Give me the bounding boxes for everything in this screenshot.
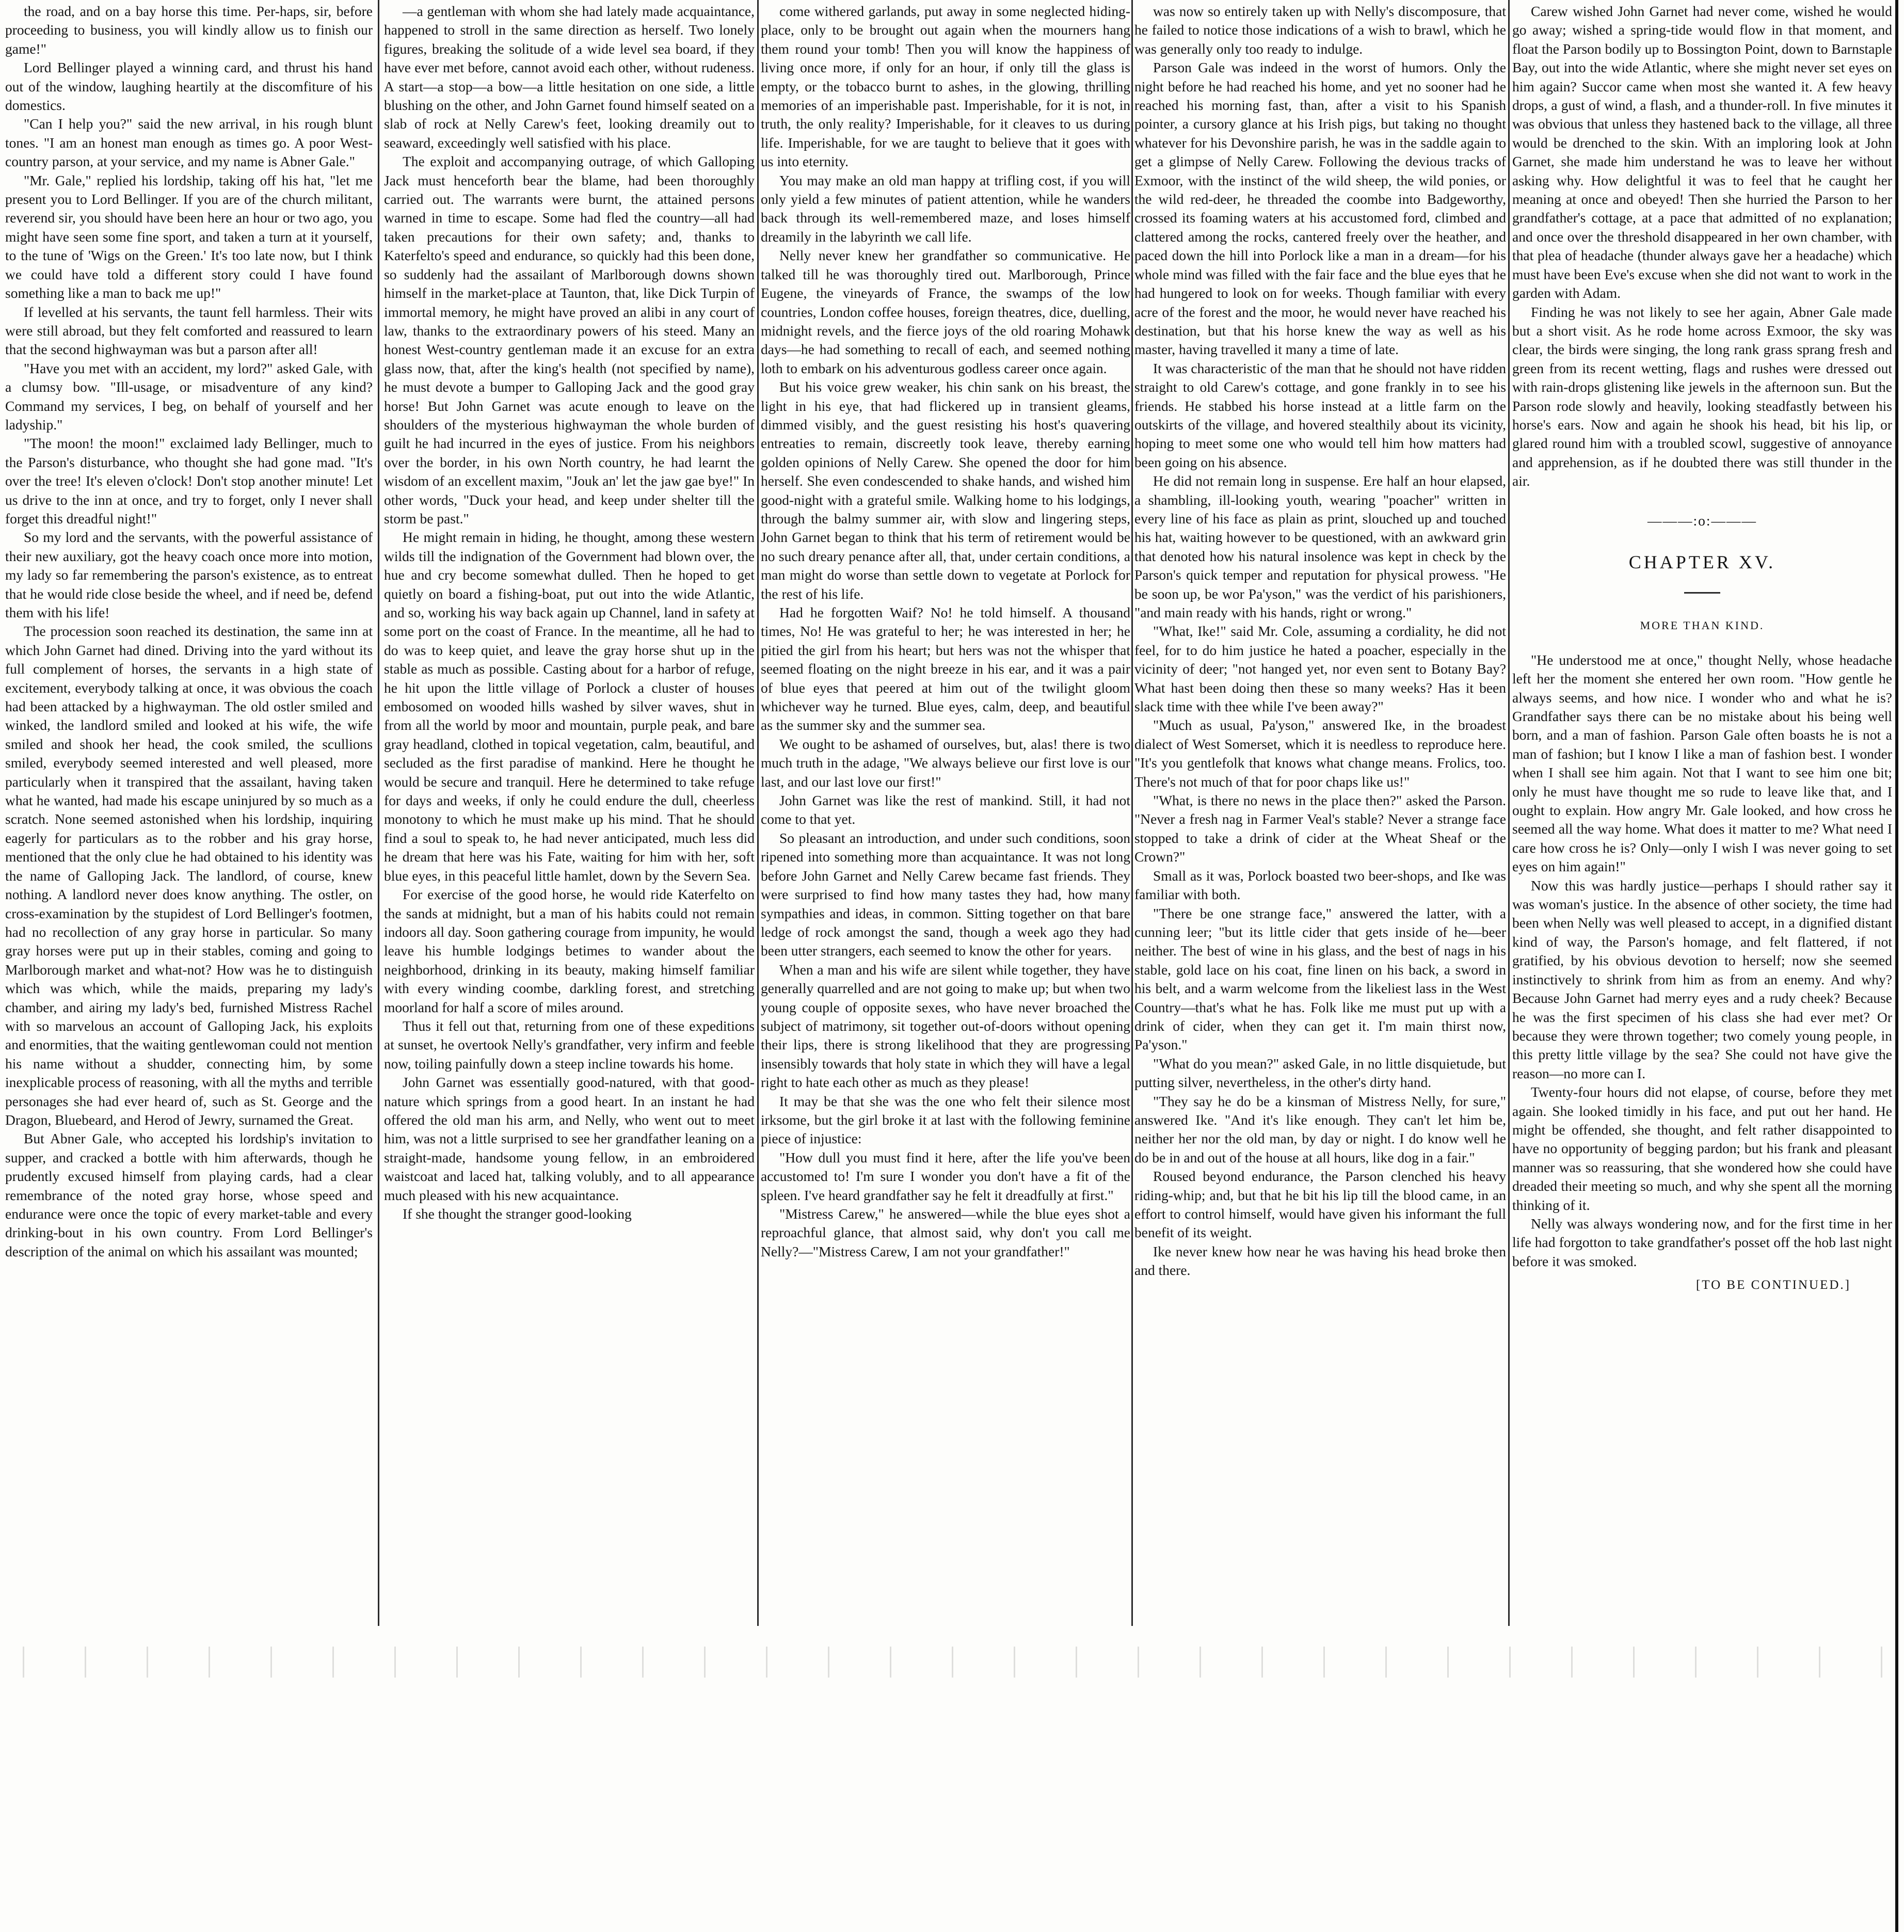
paragraph: "They say he do be a kinsman of Mistress Nelly, for sure," answered Ike. "And it's like enough. They can't let him be, neither her nor the old man, by day or night. I do know well he do be in and out of the house at all hours, like dog in a fair." (1134, 1093, 1506, 1165)
paragraph: He might remain in hiding, he thought, among these western wilds till the indignation of the Government had blown over, the hue and cry become somewhat dulled. Then he hoped to get quietly on board a fishing-boat, put out into the wide Atlantic, and so, working his way back again up Channel, land in safety at some port on the coast of France. In the meantime, all he had to do was to keep quiet, and leave the gray horse shut up in the stable as much as possible. Casting about for a harbor of refuge, he hit upon the little village of Porlock a cluster of houses embosomed on wooded hills washed by silver waves, shut in from all the world by moor and mountain, purple peak, and bare gray headland, clothed in topical vegetation, calm, beautiful, and secluded as the first paradise of mankind. Here he thought he would be secure and tranquil. Here he determined to take refuge for days and weeks, if only he could endure the dull, cheerless monotony to which he must make up his mind. That he should find a soul to speak to, he had never anticipated, much less did he dream that here was his Fate, waiting for him with her, soft blue eyes, in this peaceful little hamlet, down by the Severn Sea. (384, 529, 755, 884)
section-separator: ———:o:——— (1647, 512, 1757, 529)
paragraph: Roused beyond endurance, the Parson clenched his heavy riding-whip; and, but that he bit his lip till the blood came, in an effort to control himself, would have given his informant the full benefit of its weight. (1134, 1168, 1506, 1241)
paragraph: Small as it was, Porlock boasted two beer-shops, and Ike was familiar with both. (1134, 867, 1506, 903)
paragraph: But his voice grew weaker, his chin sank on his breast, the light in his eye, that had flickered up in transient gleams, dimmed visibly, and the guest resisting his host's quavering entreaties to remain, discreetly took leave, thereby earning golden opinions of Nelly Carew. She opened the door for him herself. She even condescended to shake hands, and wished him good-night with a grateful smile. Walking home to his lodgings, through the balmy summer air, with slow and lingering steps, John Garnet began to think that his term of retirement would be no such dreary penance after all, that, under certain conditions, a man might do worse than settle down to vegetate at Porlock for the rest of his life. (761, 379, 1130, 602)
paragraph: Now this was hardly justice—perhaps I should rather say it was woman's justice. In the absence of other society, the time had been when Nelly was well pleased to accept, in a dignified distant kind of way, the Parson's homage, and felt flattered, if not gratified, by his obvious devotion to herself; now she seemed instinctively to shrink from him as from an enemy. And why? Because John Garnet had merry eyes and a rudy cheek? Because he was the first specimen of his class she had ever met? Or because they were thrown together; two comely young people, in this pretty little village by the sea? She could not have give the reason—no more can I. (1512, 877, 1892, 1081)
paragraph: "He understood me at once," thought Nelly, whose headache left her the moment she entered her own room. "How gentle he always seems, and how nice. I wonder who and what he is? Grandfather says there can be no mistake about his being well born, and a man of fashion. Parson Gale often boasts he is not a man of fashion; but I know I like a man of fashion best. I wonder when I shall see him again. Not that I want to see him one bit; only he must have thought me so rude to leave like that, and I ought to explain. How angry Mr. Gale looked, and how cross he seemed all the way home. What does it matter to me? What need I care how cross he is? Only—only I wish I was never going to set eyes on him again!" (1512, 651, 1892, 875)
paragraph: "The moon! the moon!" exclaimed lady Bellinger, much to the Parson's disturbance, who thought she had gone mad. "It's over the tree! It's eleven o'clock! Don't stop another minute! Let us drive to the inn at once, and try to forget, only I never shall forget this dreadful night!" (5, 435, 373, 526)
paragraph: Nelly never knew her grandfather so communicative. He talked till he was thoroughly tired out. Marlborough, Prince Eugene, the vineyards of France, the swamps of the low countries, London coffee houses, foreign theatres, dice, duelling, midnight revels, and the fierce joys of the old roaring Mohawk days—he had something to recall of each, and seemed nothing loth to embark on his adventurous godless career once again. (761, 247, 1130, 376)
paragraph: He did not remain long in suspense. Ere half an hour elapsed, a shambling, ill-looking youth, wearing "poacher" written in every line of his face as plain as print, slouched up and touched his hat, waiting however to be questioned, with an awkward grin that denoted how his natural insolence was kept in check by the Parson's quick temper and reputation for physical prowess. "He be soon up, be wor Pa'yson," was the verdict of his parishioners, "and main ready with his hands, right or wrong." (1134, 473, 1506, 620)
paragraph: Thus it fell out that, returning from one of these expeditions at sunset, he overtook Nelly's grandfather, very infirm and feeble now, toiling painfully down a steep incline towards his home. (384, 1017, 755, 1072)
column-3 (761, 2, 1130, 1643)
paragraph: Twenty-four hours did not elapse, of course, before they met again. She looked timidly in his face, and put out her hand. He might be offended, she thought, and felt rather disappointed to have no opportunity of begging pardon; but his frank and pleasant manner was so reassuring, that she wondered how she could have dreaded their meeting so much, and why she spent all the morning thinking of it. (1512, 1084, 1892, 1213)
paragraph: "Have you met with an accident, my lord?" asked Gale, with a clumsy bow. "Ill-usage, or misadventure of any kind? Command my services, I beg, on behalf of yourself and her ladyship." (5, 360, 373, 433)
paragraph: The procession soon reached its destination, the same inn at which John Garnet had dined. Driving into the yard without its full complement of horses, the servants in a high state of excitement, everybody talking at once, it was obvious the coach had been attacked by a highwayman. The old ostler smiled and winked, the landlord smiled and looked at his wife, the wife smiled and shook her head, the cook smiled, the scullions smiled, everybody seemed interested and well pleased, more particularly when it transpired that the assailant, having taken what he wanted, had made his escape uninjured by so much as a scratch. None seemed astonished when his lordship, inquiring eagerly for particulars as to the robber and his gray horse, mentioned that the only clue he had obtained to his identity was the name of Galloping Jack. The landlord, of course, knew nothing. A landlord never does know anything. The ostler, on cross-examination by the stupidest of Lord Bellinger's footmen, had no recollection of any gray horse in particular. So many gray horses were put up in their stables, coming and going to Marlborough market and what-not? How was he to distinguish which was which, while the maids, preparing my lady's chamber, and airing my lady's bed, furnished Mistress Rachel with so marvelous an account of Galloping Jack, his exploits and enormities, that the waiting gentlewoman could not mention his name without a shudder, connecting him, by some inexplicable process of reasoning, with all the myths and terrible personages she had ever heard of, such as St. George and the Dragon, Bluebeard, and Herod of Jewry, surnamed the Great. (5, 623, 373, 1128)
paragraph: "How dull you must find it here, after the life you've been accustomed to! I'm sure I wonder you don't have a fit of the spleen. I've heard grandfather say he felt it dreadfully at first." (761, 1149, 1130, 1203)
column-4 (1134, 2, 1506, 1643)
paragraph: We ought to be ashamed of ourselves, but, alas! there is two much truth in the adage, "We always believe our first love is our last, and our last love our first!" (761, 736, 1130, 790)
paragraph: the road, and on a bay horse this time. Per-haps, sir, before proceeding to business, you will kindly allow us to finish our game!" (5, 3, 373, 57)
column-rule (1131, 0, 1133, 1626)
paragraph: If levelled at his servants, the taunt fell harmless. Their wits were still abroad, but they felt comforted and reassured to learn that the second highwayman was but a parson after all! (5, 304, 373, 358)
paragraph: "There be one strange face," answered the latter, with a cunning leer; "but its little cider that gets inside of he—beer neither. The best of wine in his glass, and the best of nags in his stable, gold lace on his coat, fine linen on his back, a sword in his belt, and a warm welcome from the likeliest lass in the West Country—that's what he has. Folk like me must put up with a drink of cider, when they can get it. I'm main thirst now, Pa'yson." (1134, 905, 1506, 1053)
heading-rule (1684, 592, 1720, 594)
paragraph: For exercise of the good horse, he would ride Katerfelto on the sands at midnight, but a man of his habits could not remain indoors all day. Soon gathering courage from impunity, he would leave his humble lodgings betimes to wander about the neighborhood, drinking in its beauty, making himself familiar with every winding coombe, darkling forest, and stretching moorland for half a score of miles around. (384, 886, 755, 1015)
paragraph: Had he forgotten Waif? No! he told himself. A thousand times, No! He was grateful to her; he was interested in her; he pitied the girl from his heart; but hers was not the whisper that seemed floating on the night breeze in his ear, and it was a pair of blue eyes that peered at him out of the twilight gloom whichever way he turned. Blue eyes, calm, deep, and beautiful as the summer sky and the summer sea. (761, 604, 1130, 733)
paragraph: "What, is there no news in the place then?" asked the Parson. "Never a fresh nag in Farmer Veal's stable? Never a strange face stopped to take a drink of cider at the Wheat Sheaf or the Crown?" (1134, 792, 1506, 865)
column-1 (5, 2, 373, 1643)
paragraph: Nelly was always wondering now, and for the first time in her life had forgotton to take grandfather's posset off the hob last night before it was smoked. (1512, 1215, 1892, 1269)
paragraph: John Garnet was essentially good-natured, with that good-nature which springs from a good heart. In an instant he had offered the old man his arm, and Nelly, who went out to meet him, was not a little surprised to see her grandfather leaning on a straight-made, handsome young fellow, in an embroidered waistcoat and laced hat, talking volubly, and to all appearance much pleased with his new acquaintance. (384, 1074, 755, 1203)
paragraph: —a gentleman with whom she had lately made acquaintance, happened to stroll in the same direction as herself. Two lonely figures, breaking the solitude of a wide level sea board, if they have ever met before, cannot avoid each other, without rudeness. A start—a stop—a bow—a little hesitation on one side, a little blushing on the other, and John Garnet found himself seated on a slab of rock at Nelly Carew's feet, looking dreamily out to seaward, exceedingly well satisfied with his place. (384, 3, 755, 151)
paragraph: "Mistress Carew," he answered—while the blue eyes shot a reproachful glance, that almost said, why don't you call me Nelly?—"Mistress Carew, I am not your grandfather!" (761, 1206, 1130, 1259)
paragraph: Parson Gale was indeed in the worst of humors. Only the night before he had reached his home, and yet no sooner had he reached his morning fast, than, after a visit to his Spanish pointer, a cursory glance at his Irish pigs, but taking no thought whatever for his Devonshire parish, he was in the saddle again to get a glimpse of Nelly Carew. Following the devious tracks of Exmoor, with the instinct of the wild sheep, the wild ponies, or the wild red-deer, he threaded the coombe into Badgeworthy, crossed its foaming waters at his accustomed ford, climbed and clattered among the rocks, cantered freely over the heather, and paced down the hill into Porlock like a man in a dream—for his whole mind was filled with the fair face and the blue eyes that he had hungered to look on for weeks. Though familiar with every acre of the forest and the moor, he would never have reached his destination, but that his horse knew the way as well as his master, having travelled it many a time of late. (1134, 59, 1506, 358)
column-5 (1512, 2, 1892, 1643)
paragraph: So my lord and the servants, with the powerful assistance of their new auxiliary, got the heavy coach once more into motion, my lady so far remembering the parson's existence, as to entreat that he would ride close beside the wheel, and if need be, defend them with his life! (5, 529, 373, 620)
paragraph: So pleasant an introduction, and under such conditions, soon ripened into something more than acquaintance. It was not long before John Garnet and Nelly Carew became fast friends. They were surprised to find how many tastes they had, how many sympathies and ideas, in common. Sitting together on that bare ledge of rock amongst the sand, though a week ago they had been utter strangers, each seemed to know the other for years. (761, 829, 1130, 959)
paragraph: Carew wished John Garnet had never come, wished he would go away; wished a spring-tide would flow in that moment, and float the Parson bodily up to Bossington Point, down to Barnstaple Bay, out into the wide Atlantic, where she might never set eyes on him again? Succor came when most she wanted it. A few heavy drops, a gust of wind, a flash, and a thunder-roll. In five minutes it was obvious that unless they hastened back to the village, all three would be drenched to the skin. With an imploring look at John Garnet, she made him understand he was to leave her without asking why. How delightful it was to feel that he caught her meaning at once and obeyed! Then she hurried the Parson to her grandfather's cottage, at a pace that admitted of no explanation; and once over the threshold disappeared in her own chamber, with that plea of headache (thunder always gave her a headache) which must have been Eve's excuse when she did not want to work in the garden with Adam. (1512, 3, 1892, 301)
column-2 (384, 2, 755, 1643)
paragraph: Ike never knew how near he was having his head broke then and there. (1134, 1243, 1506, 1279)
paragraph: If she thought the stranger good-looking (403, 1206, 632, 1222)
paragraph: "What do you mean?" asked Gale, in no little disquietude, but putting silver, nevertheless, in the other's dirty hand. (1134, 1055, 1506, 1091)
column-rule (1508, 0, 1510, 1626)
print-noise-strip (0, 1647, 1895, 1678)
paragraph: "Can I help you?" said the new arrival, in his rough blunt tones. "I am an honest man enough as times go. A poor West-country parson, at your service, and my name is Abner Gale." (5, 116, 373, 170)
paragraph: The exploit and accompanying outrage, of which Galloping Jack must henceforth bear the blame, had been thoroughly carried out. The warrants were burnt, the attained persons warned in time to escape. Some had fled the country—all had taken precautions for their own safety; and, thanks to Katerfelto's speed and endurance, so quickly had this been done, so suddenly had the assailant of Marlborough downs shown himself in the market-place at Taunton, that, like Dick Turpin of immortal memory, he might have proved an alibi in any court of law, thanks to the extraordinary powers of his steed. Many an honest West-country gentleman made it an excuse for an extra glass now, that, after the king's health (not specified by name), he must devote a bumper to Galloping Jack and the good gray horse! But John Garnet was acute enough to leave on the shoulders of the mysterious highwayman the whole burden of guilt he had incurred in the eyes of justice. From his neighbors over the border, in his own North country, he had learnt the wisdom of an excellent maxim, "Jouk an' let the jaw gae bye!" In other words, "Duck your head, and keep under shelter till the storm be past." (384, 153, 755, 526)
paragraph: When a man and his wife are silent while together, they have generally quarrelled and are not going to make up; but when two young couple of opposite sexes, who have never broached the subject of matrimony, sit together out-of-doors without opening their lips, there is strong likelihood that they are progressing insensibly towards that holy state in which they will have a legal right to hate each other as much as they please! (761, 961, 1130, 1091)
column-rule (378, 0, 379, 1626)
chapter-subtitle: MORE THAN KIND. (1640, 619, 1765, 632)
paragraph: Finding he was not likely to see her again, Abner Gale made but a short visit. As he rode home across Exmoor, the sky was clear, the birds were singing, the long rank grass sprang fresh and green from its recent wetting, flags and rushes were dressed out with rain-drops glistening like jewels in the afternoon sun. But the Parson rode slowly and heavily, looking steadfastly between his horse's ears. Now and again he shook his head, bit his lip, or glared round him with a troubled scowl, suggestive of annoyance and apprehension, as if he doubted there was still thunder in the air. (1512, 304, 1892, 489)
paragraph: It may be that she was the one who felt their silence most irksome, but the girl broke it at last with the following feminine piece of injustice: (761, 1093, 1130, 1147)
page-edge (1895, 0, 1898, 1932)
paragraph: come withered garlands, put away in some neglected hiding-place, only to be brought out again when the mourners hang them round your tomb! Then you will know the happiness of living once more, if only for an hour, if only till the glass is empty, or the tobacco burnt to ashes, in the glowing, thrilling memories of an imperishable past. Imperishable, for it is not, in truth, the only reality? Imperishable, for it cleaves to us during life. Imperishable, for we are taught to believe that it goes with us into eternity. (761, 3, 1130, 170)
paragraph: It was characteristic of the man that he should not have ridden straight to old Carew's cottage, and gone frankly in to see his friends. He stabbed his horse instead at a little farm on the outskirts of the village, and hovered stealthily about its vicinity, hoping to meet some one who would tell him how matters had been going on his absence. (1134, 360, 1506, 470)
paragraph: John Garnet was like the rest of mankind. Still, it had not come to that yet. (761, 792, 1130, 827)
paragraph: You may make an old man happy at trifling cost, if you will only yield a few minutes of patient attention, while he wanders back through its well-remembered maze, and loses himself dreamily in the labyrinth we call life. (761, 172, 1130, 245)
paragraph: was now so entirely taken up with Nelly's discomposure, that he failed to notice those indications of a wish to brawl, which he was generally only too ready to indulge. (1134, 3, 1506, 57)
paragraph: "Mr. Gale," replied his lordship, taking off his hat, "let me present you to Lord Bellinger. If you are of the church militant, reverend sir, you should have been here an hour or two ago, you might have seen some fine sport, and taken a turn at it yourself, to the tune of 'Wigs on the Green.' It's too late now, but I think we could have told a different story could I have found something like a man to back me up!" (5, 172, 373, 301)
paragraph: Lord Bellinger played a winning card, and thrust his hand out of the window, laughing heartily at the discomfiture of his domestics. (5, 59, 373, 114)
paragraph: "What, Ike!" said Mr. Cole, assuming a cordiality, he did not feel, for to do him justice he hated a poacher, especially in the vicinity of deer; "not hanged yet, nor even sent to Botany Bay? What hast been doing then these so many weeks? Has it been slack time with thee while I've been away?" (1134, 623, 1506, 715)
paragraph: But Abner Gale, who accepted his lordship's invitation to supper, and cracked a bottle with him afterwards, though he prudently excused himself from playing cards, had a clear remembrance of the noted gray horse, whose speed and endurance were once the topic of every market-table and every drinking-bout in his own country. From Lord Bellinger's description of the animal on which his assailant was mounted; (5, 1130, 373, 1259)
column-rule (757, 0, 759, 1626)
to-be-continued: [TO BE CONTINUED.] (1695, 1278, 1851, 1292)
paragraph: "Much as usual, Pa'yson," answered Ike, in the broadest dialect of West Somerset, which it is needless to reproduce here. "It's you gentlefolk that knows what change means. Frolics, too. There's not much of that for poor chaps like us!" (1134, 717, 1506, 790)
chapter-heading: CHAPTER XV. (1628, 551, 1776, 572)
